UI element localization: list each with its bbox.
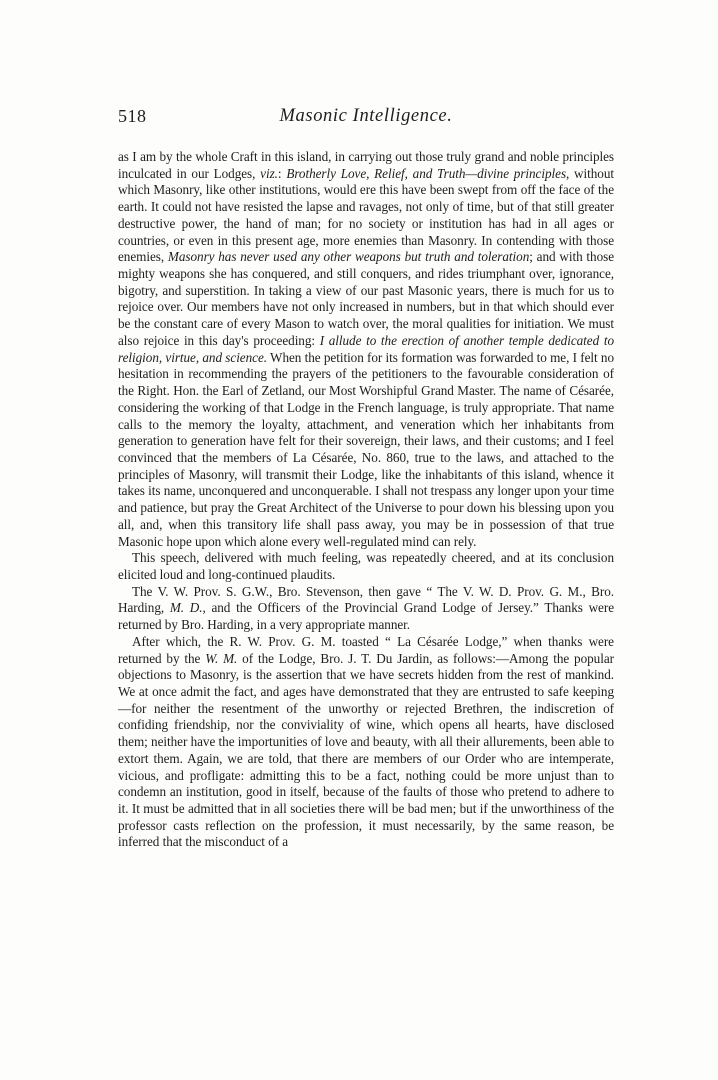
paragraph-speech-reception — [118, 550, 614, 583]
italic-text-segment: W. M. — [205, 650, 238, 666]
text-segment: as I am by the whole Craft in this island, in carrying out those truly grand and noble principles inculcated in our Lodges, — [118, 149, 614, 181]
italic-text-segment: viz. — [260, 165, 278, 181]
paragraph-toast-cesaree-lodge — [118, 634, 614, 851]
italic-text-segment: Brotherly Love, Relief, and Truth—divine principles — [286, 165, 567, 181]
italic-text-segment: M. D. — [169, 600, 203, 616]
text-segment: After which, the R. W. Prov. G. M. toasted “ La Césarée Lodge,” when thanks were returned by the — [118, 633, 614, 666]
text-segment: , and the Officers of the Provincial Grand Lodge of Jersey.” Thanks were returned by Bro. Harding, in a very appropriate manner. — [118, 600, 615, 633]
text-segment: ; and with those mighty weapons she has conquered, and still conquers, and rides triumphant over, ignorance, bigotry, and superstition. In taking a view of our past Masonic years, there is much for us to rejoice over. Our members have not only increased in numbers, but in that which should ever be the constant care of every Mason to watch over, the moral qualities for initiation. We must also rejoice in this day's proceeding: — [118, 249, 615, 348]
text-segment: This speech, delivered with much feeling, was repeatedly cheered, and at its conclusion elicited loud and long-continued plaudits. — [118, 550, 614, 582]
text-segment: of the Lodge, Bro. J. T. Du Jardin, as follows:—Among the popular objections to Masonry, is the assertion that we have secrets hidden from the rest of mankind. We at once admit the fact, and ages have demonstrated that they are entrusted to safe keeping—for neither the resentment of the unworthy or rejected Brethren, the indiscretion of confiding friendship, nor the conviviality of wine, which opens all hearts, have disclosed them; neither have the importunities of love and beauty, with all their allurements, been able to extort them. Again, we are told, that there are members of our Order who are intemperate, vicious, and profligate: admitting this to be a fact, nothing could be more unjust than to condemn an institution, good in itself, because of the faults of those who pretend to adhere to it. It must be admitted that in all societies there will be bad men; but if the unworthiness of the professor casts reflection on the profession, it must necessarily, by the same reason, be inferred that the misconduct of a — [118, 650, 614, 850]
paragraph-toast-provincial-officers — [118, 584, 614, 634]
text-segment: The V. W. Prov. S. G.W., Bro. Stevenson, then gave “ The V. W. D. Prov. G. M., Bro. Harding, — [118, 583, 614, 616]
paragraph-speech-continuation — [118, 149, 614, 550]
text-segment: : — [277, 165, 287, 181]
text-segment: When the petition for its formation was forwarded to me, I felt no hesitation in recommending the prayers of the petitioners to the favourable consideration of the Right. Hon. the Earl of Zetland, our Most Worshipful Grand Master. The name of Césarée, considering the working of that Lodge in the French language, is truly appropriate. That name calls to the memory the loyalty, attachment, and veneration which her inhabitants from generation to generation have felt for their sovereign, their laws, and their customs; and I feel convinced that the members of La Césarée, No. 860, true to the laws, and attached to the principles of Masonry, will transmit their Lodge, like the inhabitants of this island, whence it takes its name, unconquered and unconquerable. I shall not trespass any longer upon your time and patience, but pray the Great Architect of the Universe to pour down his blessing upon you all, and, when this transitory life shall pass away, you may be in possession of that true Masonic hope upon which alone every well-regulated mind can rely. — [118, 349, 614, 549]
italic-text-segment: Masonry has never used any other weapons but truth and toleration — [167, 249, 530, 265]
article-body — [118, 149, 614, 851]
page-number: 518 — [118, 106, 147, 126]
italic-text-segment: I allude to the erection of another temple dedicated to religion, virtue, and science. — [118, 332, 614, 365]
text-segment: , without which Masonry, like other institutions, would ere this have been swept from off the face of the earth. It could not have resisted the lapse and ravages, not only of time, but of that still greater destructive power, the hand of man; for no society or institution has had in all ages or countries, or even in this present age, more enemies than Masonry. In contending with those enemies, — [118, 165, 615, 265]
page-header — [118, 106, 614, 134]
running-title: Masonic Intelligence. — [279, 106, 453, 126]
